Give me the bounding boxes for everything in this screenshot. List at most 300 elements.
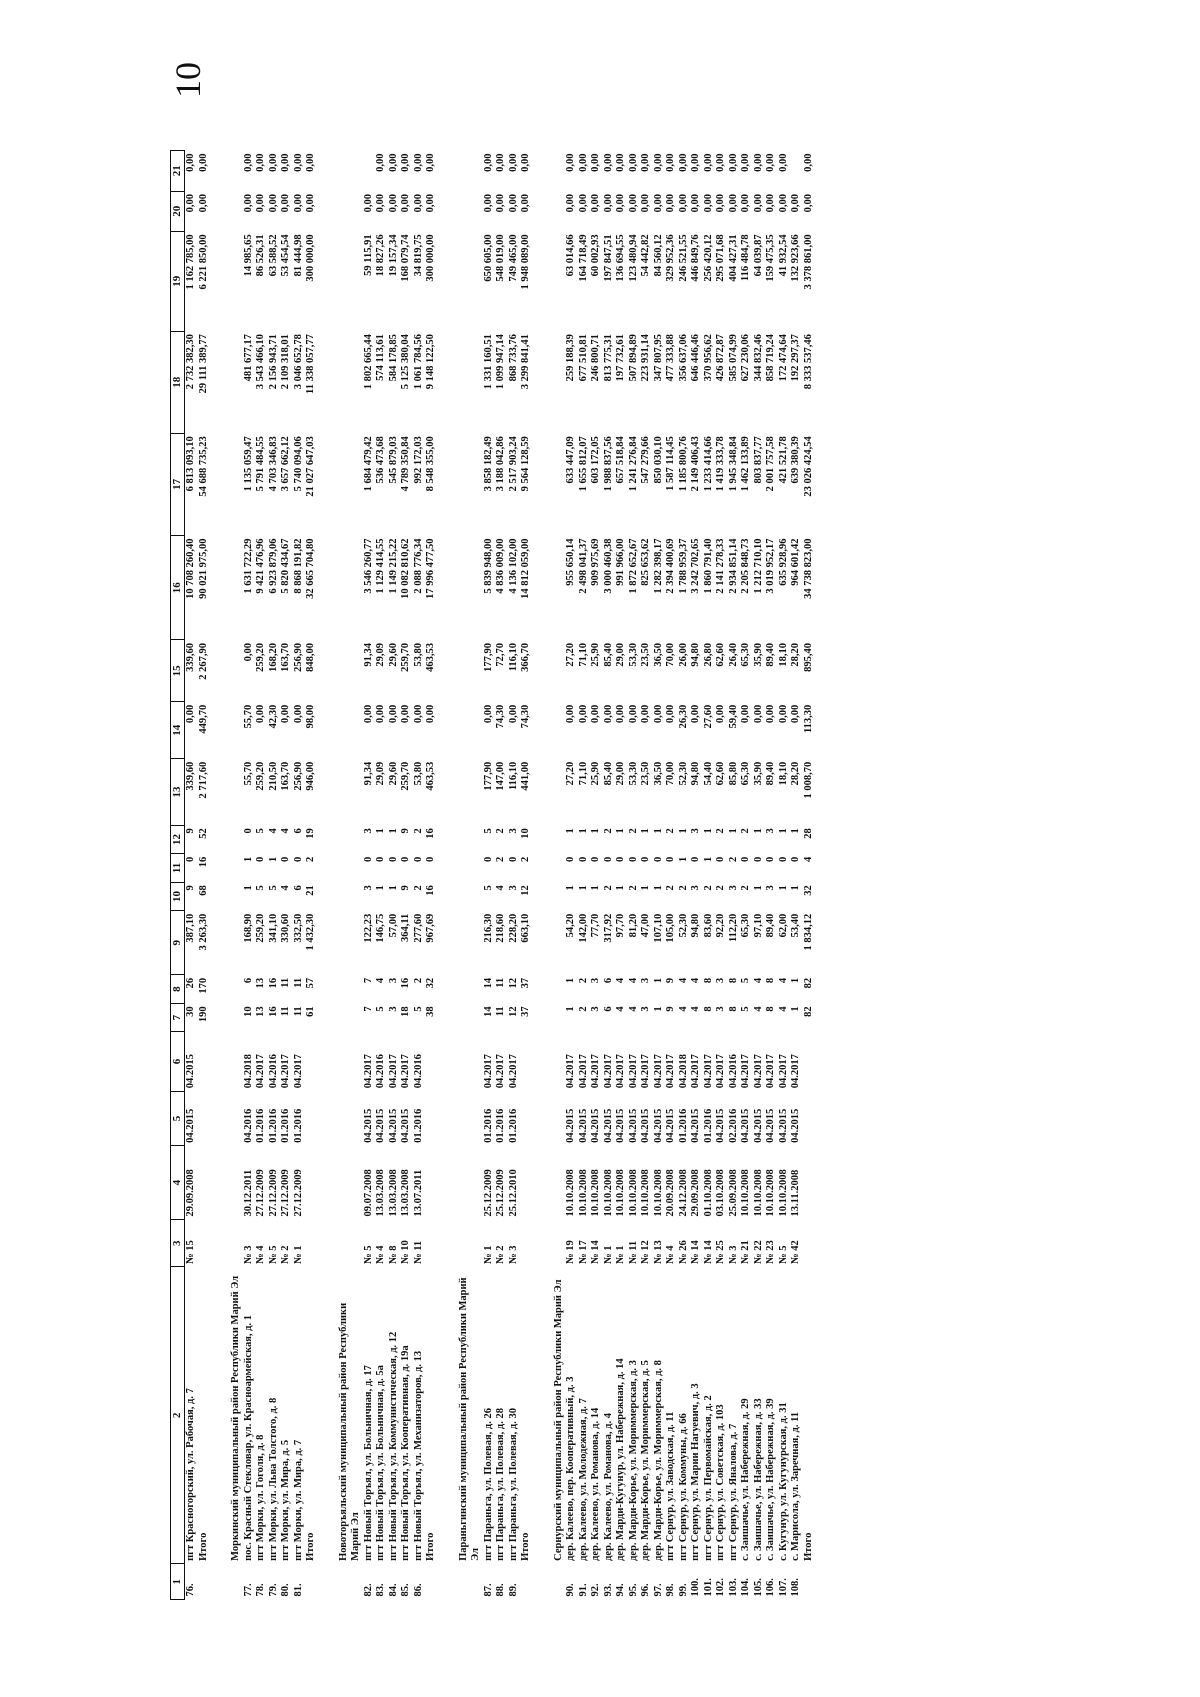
- table-cell: 04.2016: [412, 1054, 424, 1089]
- table-cell: 0,00: [752, 194, 764, 213]
- table-cell: 4: [615, 977, 626, 984]
- table-cell: 81.: [292, 1583, 304, 1597]
- table-cell: 04.2017: [255, 1054, 266, 1089]
- table-cell: 65,30: [740, 761, 751, 786]
- table-cell: 1 432,30: [305, 913, 316, 951]
- section-filler: [444, 151, 483, 1267]
- table-cell: 3: [387, 1006, 399, 1012]
- table-cell: 82.: [362, 1583, 374, 1597]
- table-cell: 89,40: [765, 913, 776, 938]
- table-cell: 2: [495, 828, 506, 834]
- table-cell: 26,80: [702, 642, 714, 667]
- table-cell: 01.10.2008: [702, 1169, 714, 1217]
- table-cell: 967,69: [425, 913, 436, 943]
- address-cell: пгт Морки, ул. Гоголя, д. 8: [255, 1434, 266, 1561]
- table-cell: 850 030,10: [652, 436, 664, 484]
- table-cell: 6: [292, 828, 304, 834]
- table-cell: 0,00: [375, 704, 386, 724]
- table-cell: 55,70: [242, 761, 254, 786]
- table-cell: 29,00: [615, 761, 626, 786]
- table-cell: 04.2017: [627, 1054, 639, 1089]
- table-cell: 5: [482, 828, 494, 834]
- table-cell: [305, 1032, 324, 1091]
- table-cell: 89,40: [765, 642, 776, 667]
- table-cell: № 14: [702, 1240, 714, 1264]
- table-cell: 477 333,88: [665, 334, 676, 382]
- table-cell: 4 836 009,00: [495, 538, 506, 594]
- table-cell: 1 331 160,51: [482, 334, 494, 390]
- table-cell: 84 560,12: [652, 234, 664, 277]
- table-cell: 21 027 647,03: [305, 436, 316, 497]
- table-cell: 1: [790, 828, 801, 834]
- table-cell: 35,90: [752, 642, 764, 667]
- table-cell: 2: [715, 828, 726, 834]
- total-row: [425, 151, 444, 1600]
- table-cell: 0,00: [425, 704, 436, 724]
- table-cell: 164 718,49: [577, 234, 589, 282]
- table-cell: 27.12.2009: [255, 1169, 266, 1217]
- table-cell: 53,30: [627, 761, 639, 786]
- table-cell: 10.10.2008: [565, 1169, 576, 1217]
- address-cell: дер. Марди-Корье, ул. Мориммерская, д. 5: [640, 1360, 651, 1561]
- table-cell: 1 135 059,47: [242, 436, 254, 492]
- table-cell: 11: [280, 1006, 291, 1017]
- table-cell: 895,40: [802, 642, 814, 672]
- table-cell: 364,11: [400, 913, 411, 942]
- table-cell: 11: [495, 977, 506, 988]
- table-cell: 91,34: [362, 642, 374, 667]
- table-cell: [803, 1146, 822, 1220]
- table-cell: 163,70: [280, 761, 291, 791]
- table-cell: 77.: [242, 1583, 254, 1597]
- section-header-row: [539, 151, 566, 1600]
- table-cell: 04.2015: [665, 1108, 676, 1143]
- table-cell: 1: [652, 1006, 664, 1012]
- table-row: [483, 151, 496, 1600]
- table-cell: 449,70: [197, 704, 209, 734]
- address-cell: пгт Параньга, ул. Полевая, д. 30: [507, 1408, 519, 1561]
- table-row: [400, 151, 413, 1600]
- table-cell: 2 267,90: [197, 642, 209, 680]
- table-cell: 0,00: [197, 194, 209, 213]
- table-cell: 4: [280, 828, 291, 834]
- table-cell: 32 665 704,80: [305, 538, 316, 599]
- table-cell: 0,00: [765, 153, 776, 172]
- table-cell: 10.10.2008: [590, 1169, 601, 1217]
- table-cell: 0,00: [615, 153, 626, 172]
- table-cell: 0: [765, 856, 776, 862]
- table-cell: 3 378 861,00: [802, 234, 814, 290]
- table-cell: 04.2017: [615, 1054, 626, 1089]
- table-cell: 603 172,05: [590, 436, 601, 484]
- table-cell: 3 546 260,77: [362, 538, 374, 594]
- table-cell: 8: [702, 977, 714, 984]
- table-cell: 2: [740, 885, 751, 891]
- table-cell: 30.12.2011: [242, 1169, 254, 1217]
- table-cell: 0,00: [677, 194, 689, 213]
- table-cell: 0,00: [507, 153, 519, 172]
- table-cell: 2: [665, 828, 676, 834]
- table-cell: № 23: [765, 1240, 776, 1264]
- table-cell: 1: [652, 828, 664, 834]
- table-cell: 8 868 191,82: [292, 538, 304, 594]
- table-cell: 1: [727, 828, 739, 834]
- table-cell: 5: [375, 1006, 386, 1012]
- table-cell: № 12: [640, 1240, 651, 1264]
- table-cell: 1: [577, 828, 589, 834]
- table-cell: 04.2018: [242, 1054, 254, 1089]
- table-cell: 0,00: [292, 194, 304, 213]
- address-cell: Итого: [305, 1532, 316, 1561]
- table-cell: № 5: [362, 1245, 374, 1264]
- table-cell: 90 021 975,00: [197, 538, 209, 599]
- table-cell: 5: [267, 885, 279, 891]
- table-cell: 4: [267, 828, 279, 834]
- address-cell: дер. Калеево, ул. Романова, д. 4: [602, 1413, 614, 1561]
- table-cell: 6: [242, 977, 254, 984]
- table-cell: 82: [802, 977, 814, 989]
- table-cell: 0: [740, 856, 751, 862]
- table-cell: 2: [495, 856, 506, 862]
- table-cell: 29.09.2008: [690, 1169, 701, 1217]
- table-cell: 0,00: [652, 194, 664, 213]
- table-cell: 04.2017: [765, 1054, 776, 1089]
- table-cell: 79.: [267, 1583, 279, 1597]
- table-cell: 585 074,99: [727, 334, 739, 382]
- table-cell: 11 338 057,77: [305, 334, 316, 394]
- table-cell: 4: [627, 1006, 639, 1012]
- table-cell: 16: [267, 1006, 279, 1017]
- table-cell: [198, 1146, 217, 1220]
- table-cell: 65,30: [740, 642, 751, 667]
- table-cell: 89.: [507, 1583, 519, 1597]
- table-cell: № 14: [690, 1240, 701, 1264]
- table-cell: 1 655 812,07: [577, 436, 589, 492]
- row-number-cell: [539, 1564, 566, 1600]
- table-cell: 6: [292, 885, 304, 891]
- table-cell: 441,00: [520, 761, 531, 791]
- table-cell: 53,30: [627, 642, 639, 667]
- table-cell: 1 948 089,00: [520, 234, 531, 290]
- table-cell: 3 263,30: [197, 913, 209, 951]
- table-cell: № 19: [565, 1240, 576, 1264]
- table-cell: 1: [702, 828, 714, 834]
- table-cell: 98,00: [305, 704, 316, 729]
- table-cell: 105.: [752, 1578, 764, 1597]
- table-cell: 29,60: [387, 761, 399, 786]
- table-cell: 04.2017: [387, 1054, 399, 1089]
- table-cell: 107.: [777, 1578, 789, 1597]
- table-cell: 37: [520, 1006, 531, 1017]
- table-cell: 04.2018: [677, 1054, 689, 1089]
- table-cell: 507 894,89: [627, 334, 639, 382]
- table-cell: 01.2016: [280, 1108, 291, 1143]
- table-cell: 259,20: [255, 761, 266, 791]
- table-cell: 28,20: [790, 642, 801, 667]
- table-cell: 0,00: [387, 153, 399, 172]
- table-row: [293, 151, 306, 1600]
- table-cell: 26,30: [677, 704, 689, 729]
- table-cell: 3 046 652,78: [292, 334, 304, 390]
- table-cell: 0,00: [715, 704, 726, 724]
- table-cell: 4: [690, 977, 701, 984]
- table-row: [615, 151, 628, 1600]
- table-cell: 0,00: [565, 153, 576, 172]
- table-cell: 0,00: [267, 153, 279, 172]
- table-cell: 2: [665, 885, 676, 891]
- address-cell: пгт Новый Торъял, ул. Механизаторов, д. 13: [412, 1350, 424, 1561]
- table-cell: 04.2015: [185, 1054, 196, 1089]
- table-cell: 04.2017: [590, 1054, 601, 1089]
- table-cell: 52,30: [677, 913, 689, 938]
- table-cell: 29 111 389,77: [197, 334, 209, 394]
- table-cell: 21: [305, 885, 316, 896]
- table-cell: 9: [400, 828, 411, 834]
- table-cell: 77,70: [590, 913, 601, 938]
- table-cell: № 42: [790, 1240, 801, 1264]
- table-cell: 463,53: [425, 761, 436, 791]
- table-cell: 0,00: [715, 194, 726, 213]
- table-cell: 8 333 537,46: [802, 334, 814, 390]
- table-cell: 0,00: [520, 194, 531, 213]
- table-cell: 04.2015: [790, 1108, 801, 1143]
- table-row: [703, 151, 716, 1600]
- table-cell: 177,90: [482, 642, 494, 672]
- table-cell: 0,00: [690, 153, 701, 172]
- total-row: [305, 151, 324, 1600]
- table-cell: 0,00: [482, 194, 494, 213]
- table-cell: 0,00: [640, 153, 651, 172]
- table-cell: 0,00: [292, 704, 304, 724]
- table-cell: 10: [242, 1006, 254, 1017]
- table-cell: 04.2016: [242, 1108, 254, 1143]
- table-cell: 0: [565, 856, 576, 862]
- table-cell: 0: [590, 856, 601, 862]
- column-header: 11: [171, 854, 185, 883]
- address-cell: с. Кугунур, ул. Кугунурская, д. 31: [777, 1402, 789, 1561]
- table-cell: 12: [507, 977, 519, 989]
- table-cell: № 3: [242, 1245, 254, 1264]
- table-cell: № 4: [375, 1245, 386, 1264]
- table-cell: 0: [387, 856, 399, 862]
- table-cell: 92,20: [715, 913, 726, 938]
- table-cell: 2 498 041,37: [577, 538, 589, 594]
- table-cell: 01.2016: [482, 1108, 494, 1143]
- table-cell: 3: [507, 828, 519, 834]
- table-cell: 10.10.2008: [577, 1169, 589, 1217]
- table-cell: 259 188,39: [565, 334, 576, 382]
- table-cell: 14 985,65: [242, 234, 254, 277]
- table-row: [665, 151, 678, 1600]
- table-cell: 0,00: [665, 153, 676, 172]
- table-cell: 3 858 182,49: [482, 436, 494, 492]
- table-cell: 2 156 943,71: [267, 334, 279, 390]
- address-cell: пгт Параньга, ул. Полевая, д. 26: [482, 1408, 494, 1561]
- table-cell: 80.: [280, 1583, 291, 1597]
- table-cell: 909 975,69: [590, 538, 601, 586]
- table-cell: 36,50: [652, 761, 664, 786]
- table-cell: 97.: [652, 1583, 664, 1597]
- column-header: 5: [171, 1091, 185, 1146]
- table-cell: № 11: [412, 1240, 424, 1264]
- table-cell: 04.2015: [765, 1108, 776, 1143]
- table-cell: 0,00: [577, 153, 589, 172]
- table-cell: 04.2017: [702, 1054, 714, 1089]
- table-cell: 101.: [702, 1578, 714, 1597]
- table-row: [603, 151, 616, 1600]
- table-row: [628, 151, 641, 1600]
- table-cell: 650 605,00: [482, 234, 494, 282]
- table-cell: 0: [292, 856, 304, 862]
- table-cell: 94,80: [690, 913, 701, 938]
- table-cell: 4: [777, 977, 789, 984]
- table-cell: 1: [652, 885, 664, 891]
- table-cell: 0,00: [602, 194, 614, 213]
- table-cell: 2: [412, 885, 424, 891]
- table-cell: 2: [715, 885, 726, 891]
- table-cell: [305, 1564, 324, 1600]
- table-cell: 0,00: [677, 153, 689, 172]
- table-cell: 0,00: [602, 153, 614, 172]
- table-cell: 0,00: [702, 194, 714, 213]
- table-cell: 0: [507, 856, 519, 862]
- table-cell: 0: [640, 856, 651, 862]
- table-cell: 3: [590, 977, 601, 984]
- table-cell: 04.2017: [565, 1054, 576, 1089]
- table-cell: 8: [765, 1006, 776, 1012]
- table-cell: 0: [690, 856, 701, 862]
- table-row: [715, 151, 728, 1600]
- table-cell: 04.2015: [690, 1108, 701, 1143]
- table-row: [243, 151, 256, 1600]
- table-cell: 0,00: [280, 194, 291, 213]
- table-cell: 295 071,68: [715, 234, 726, 282]
- table-cell: 76.: [185, 1583, 196, 1597]
- table-cell: 91.: [577, 1583, 589, 1597]
- table-cell: № 21: [740, 1240, 751, 1264]
- table-cell: 992 172,03: [412, 436, 424, 484]
- column-header: 15: [171, 640, 185, 702]
- table-cell: 0,00: [362, 194, 374, 213]
- table-cell: 858 719,24: [765, 334, 776, 382]
- table-cell: 97,70: [615, 913, 626, 938]
- table-cell: № 5: [267, 1245, 279, 1264]
- table-cell: 16: [400, 977, 411, 989]
- column-header: 3: [171, 1219, 185, 1267]
- table-cell: 10.10.2008: [777, 1169, 789, 1217]
- table-cell: 1 788 959,37: [677, 538, 689, 594]
- table-cell: 01.2016: [255, 1108, 266, 1143]
- table-cell: 0: [752, 856, 764, 862]
- table-cell: 536 473,68: [375, 436, 386, 484]
- total-row: [198, 151, 217, 1600]
- table-cell: 210,50: [267, 761, 279, 791]
- table-cell: 2: [602, 828, 614, 834]
- table-cell: 0,00: [400, 153, 411, 172]
- table-cell: 0,00: [615, 194, 626, 213]
- address-cell: пгт Сернур, ул. Коммуны, д. 66: [677, 1413, 689, 1561]
- table-cell: 81 444,98: [292, 234, 304, 277]
- table-cell: 85,40: [602, 642, 614, 667]
- table-cell: 0,00: [305, 153, 316, 172]
- table-cell: 3: [362, 828, 374, 834]
- table-cell: 584 178,85: [387, 334, 399, 382]
- table-cell: 0,00: [375, 194, 386, 213]
- table-cell: 1: [777, 885, 789, 891]
- table-cell: № 8: [387, 1245, 399, 1264]
- table-cell: 52,30: [677, 761, 689, 786]
- table-cell: 1 061 784,56: [412, 334, 424, 390]
- address-cell: пгт Сернур, ул. Советская, д. 103: [715, 1404, 726, 1561]
- table-cell: 2: [740, 828, 751, 834]
- table-cell: 01.2016: [267, 1108, 279, 1143]
- table-cell: 18 827,26: [375, 234, 386, 277]
- table-cell: 04.2015: [740, 1108, 751, 1143]
- table-cell: 83,60: [702, 913, 714, 938]
- table-cell: 2: [702, 885, 714, 891]
- table-cell: 18,10: [777, 761, 789, 786]
- table-cell: 0,00: [790, 704, 801, 724]
- column-header: 6: [171, 1032, 185, 1091]
- address-cell: с. Заишачье, ул. Набережная, д. 33: [752, 1398, 764, 1561]
- table-cell: 84.: [387, 1583, 399, 1597]
- table-cell: 4: [627, 977, 639, 984]
- address-cell: пгт Морки, ул. Льва Толстого, д. 8: [267, 1397, 279, 1561]
- table-cell: 27.12.2009: [280, 1169, 291, 1217]
- table-cell: 0,00: [425, 153, 436, 172]
- table-cell: № 1: [292, 1245, 304, 1264]
- section-title: Сернурский муниципальный район Республики Марий Эл: [552, 1279, 564, 1561]
- table-cell: 10.10.2008: [765, 1169, 776, 1217]
- table-cell: 3: [690, 885, 701, 891]
- table-cell: 0,00: [590, 704, 601, 724]
- table-cell: 04.2017: [740, 1054, 751, 1089]
- table-cell: 94.: [615, 1583, 626, 1597]
- table-cell: 1: [590, 828, 601, 834]
- table-cell: 64 039,87: [752, 234, 764, 277]
- table-cell: 955 650,14: [565, 538, 576, 586]
- table-row: [778, 151, 791, 1600]
- section-title: Моркинский муниципальный район Республики Марий Эл: [230, 1275, 241, 1561]
- table-cell: 0,00: [602, 704, 614, 724]
- table-cell: 0,00: [740, 153, 751, 172]
- table-cell: 01.2016: [292, 1108, 304, 1143]
- table-cell: 6 221 850,00: [197, 234, 209, 290]
- table-cell: 147,00: [495, 761, 506, 791]
- table-cell: 0: [375, 856, 386, 862]
- table-cell: 01.2016: [495, 1108, 506, 1143]
- table-cell: 3: [362, 885, 374, 891]
- table-cell: 27,20: [565, 642, 576, 667]
- table-cell: 82: [802, 1006, 814, 1017]
- table-cell: 9: [665, 1006, 676, 1012]
- table-cell: 142,00: [577, 913, 589, 943]
- table-cell: 04.2017: [292, 1054, 304, 1089]
- table-cell: 0,00: [387, 704, 399, 724]
- table-cell: 27.12.2009: [292, 1169, 304, 1217]
- table-cell: 100.: [690, 1578, 701, 1597]
- table-cell: 04.2017: [665, 1054, 676, 1089]
- table-cell: [363, 151, 376, 192]
- table-cell: [425, 1146, 444, 1220]
- table-cell: 106.: [765, 1578, 776, 1597]
- table-cell: 09.07.2008: [362, 1169, 374, 1217]
- table-cell: № 2: [280, 1245, 291, 1264]
- table-cell: 4: [752, 1006, 764, 1012]
- table-row: [363, 151, 376, 1600]
- table-cell: 04.2015: [602, 1108, 614, 1143]
- table-cell: 0,00: [790, 194, 801, 213]
